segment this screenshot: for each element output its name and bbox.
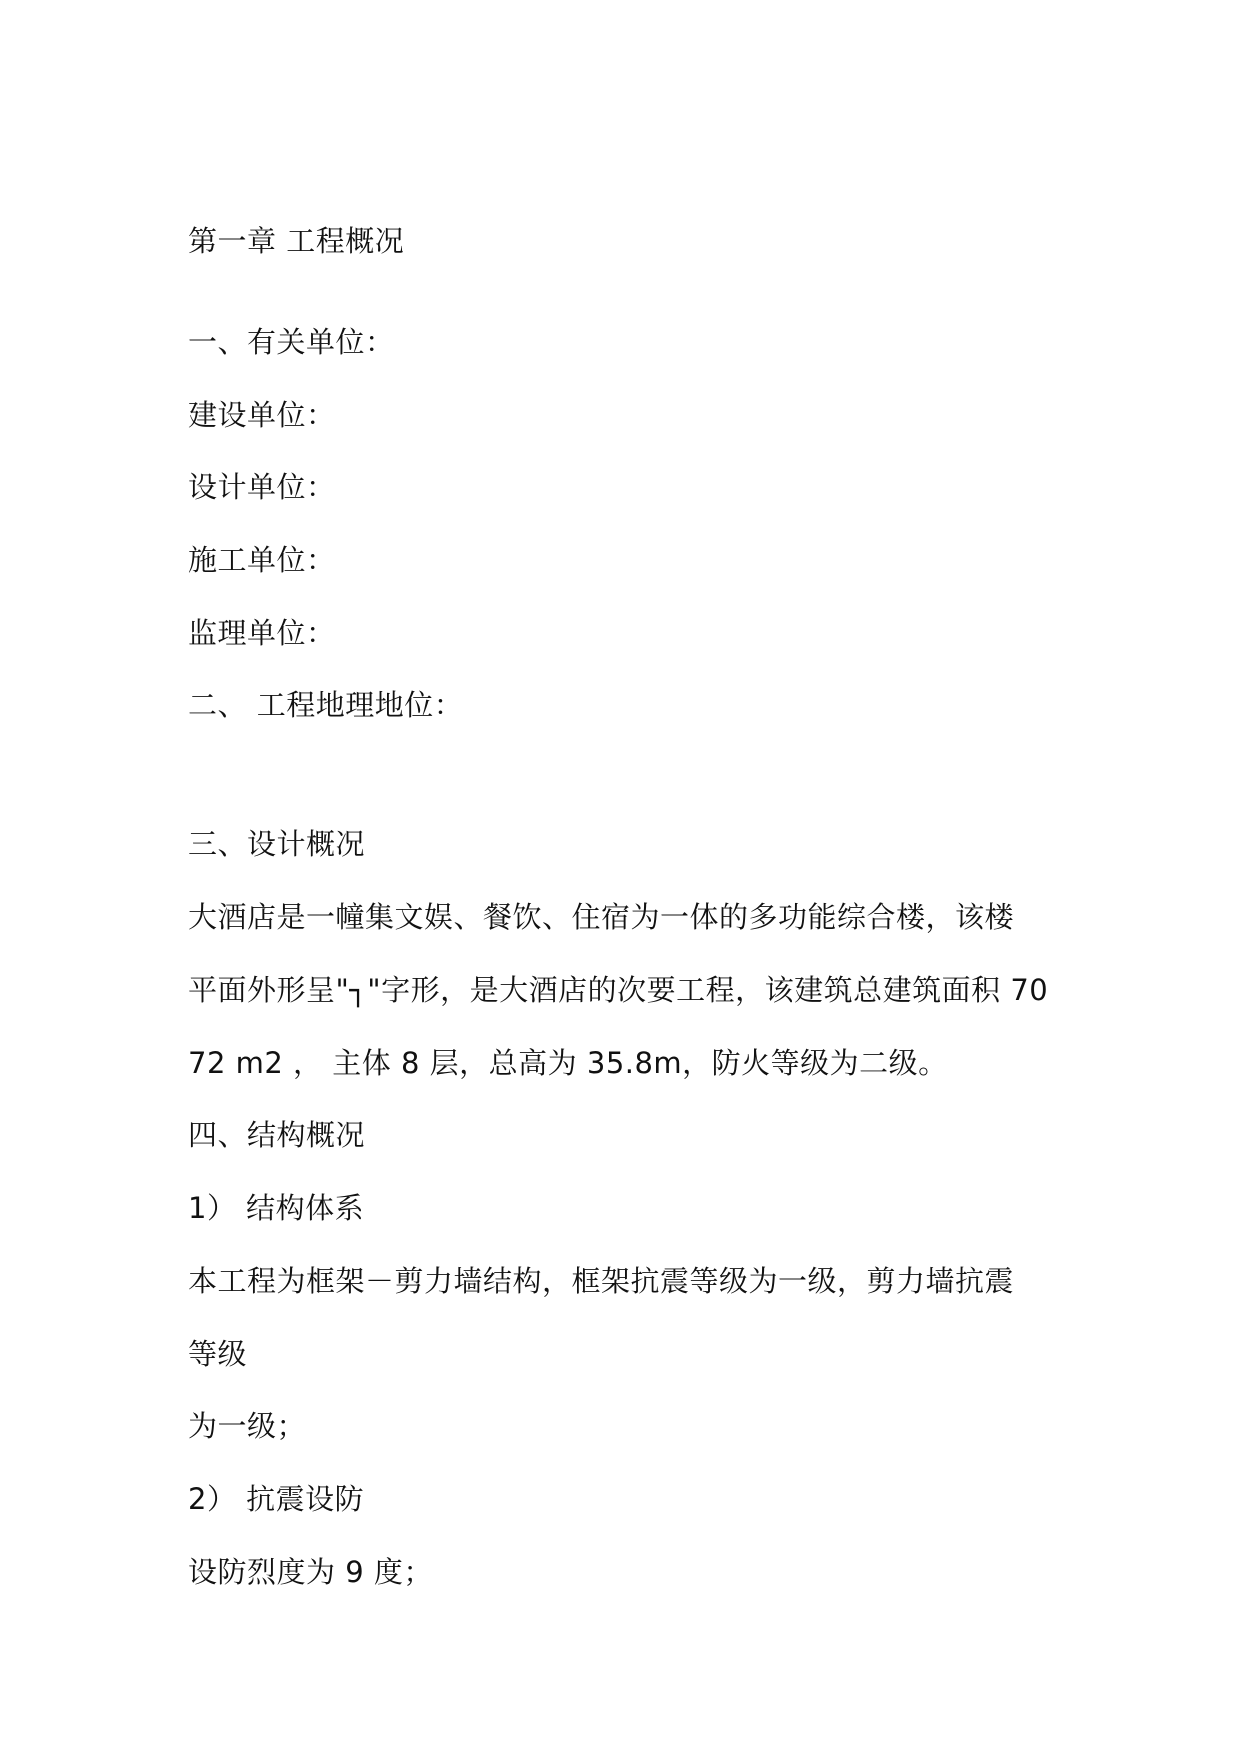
structure-paragraph-line-2: 等级 (188, 1337, 248, 1371)
section-1-heading: 一、有关单位： (188, 325, 395, 359)
builder-unit-label: 建设单位： (188, 398, 336, 432)
chapter-title: 第一章 工程概况 (188, 224, 405, 258)
section-3-heading: 三、设计概况 (188, 827, 366, 861)
seismic-intensity-line: 设防烈度为 9 度； (188, 1555, 433, 1589)
section-4-heading: 四、结构概况 (188, 1118, 366, 1152)
supervision-unit-label: 监理单位： (188, 616, 336, 650)
design-paragraph-line-3: 72 m2 ， 主体 8 层，总高为 35.8m，防火等级为二级。 (188, 1046, 948, 1080)
construction-unit-label: 施工单位： (188, 543, 336, 577)
structure-paragraph-line-1: 本工程为框架－剪力墙结构，框架抗震等级为一级，剪力墙抗震 (188, 1264, 1015, 1298)
structure-paragraph-line-3: 为一级； (188, 1409, 307, 1443)
design-paragraph-line-2: 平面外形呈"┐"字形，是大酒店的次要工程，该建筑总建筑面积 70 (188, 973, 1049, 1007)
design-paragraph-line-1: 大酒店是一幢集文娱、餐饮、住宿为一体的多功能综合楼，该楼 (188, 900, 1015, 934)
seismic-title: 2） 抗震设防 (188, 1482, 365, 1516)
section-2-heading: 二、 工程地理地位： (188, 688, 464, 722)
design-unit-label: 设计单位： (188, 470, 336, 504)
structure-system-title: 1） 结构体系 (188, 1191, 365, 1225)
